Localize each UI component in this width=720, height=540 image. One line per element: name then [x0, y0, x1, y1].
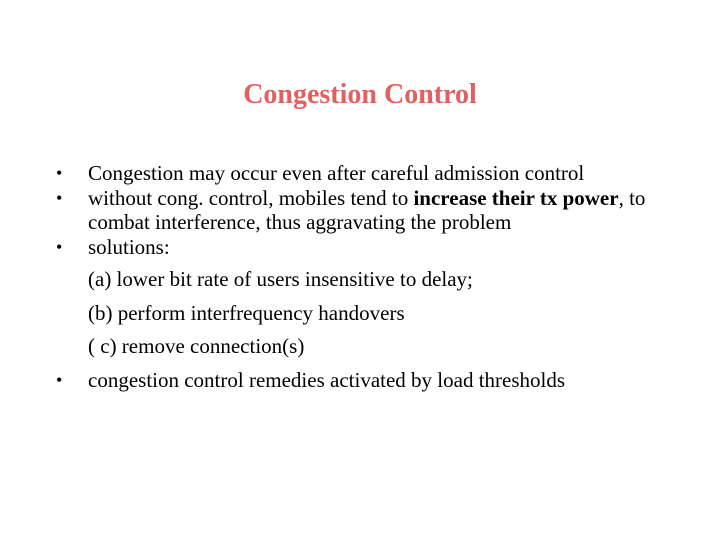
sub-list	[88, 267, 696, 359]
bullet-icon: •	[56, 163, 63, 183]
bullet-icon: •	[56, 369, 63, 390]
sub-item: ( c) remove connection(s)	[88, 334, 305, 358]
bullet-item	[56, 161, 696, 186]
bullet-text: Congestion may occur even after careful admission control	[88, 161, 585, 185]
bullet-item	[56, 235, 696, 359]
sub-item: (b) perform interfrequency handovers	[88, 300, 405, 325]
bullet-text-prefix: without cong. control, mobiles tend to	[88, 185, 414, 210]
bullet-text-emphasis: increase their tx power	[413, 185, 619, 210]
sub-item: (a) lower bit rate of users insensitive to delay;	[88, 267, 473, 291]
bullet-item	[56, 368, 696, 393]
bullet-text-suffix: , to combat interference, thus aggravating the problem	[88, 185, 646, 234]
bullet-text: congestion control remedies activated by load thresholds	[88, 367, 566, 392]
bullet-icon: •	[56, 187, 63, 208]
bullet-item	[56, 186, 696, 235]
slide-title: Congestion Control	[243, 79, 477, 110]
bullet-icon: •	[56, 236, 63, 257]
bullet-list	[56, 161, 696, 392]
bullet-text: solutions:	[88, 234, 170, 259]
